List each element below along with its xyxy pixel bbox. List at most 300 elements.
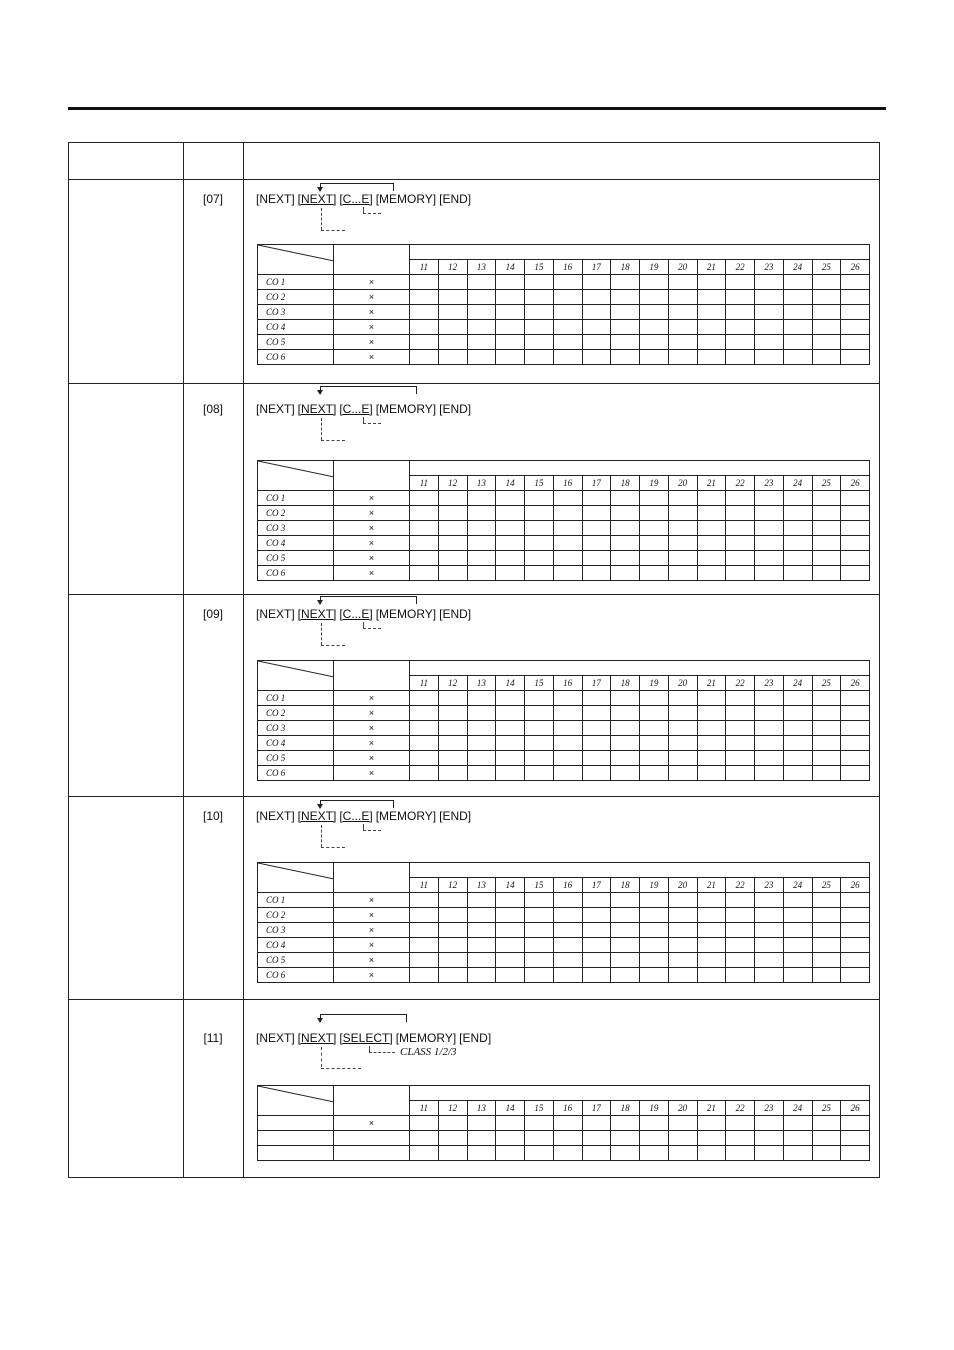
grid-cell — [640, 566, 669, 581]
grid-cell — [496, 893, 525, 908]
mark-cell: × — [334, 335, 410, 350]
grid-cell — [726, 305, 755, 320]
row-label — [258, 1131, 334, 1146]
grid-cell — [755, 491, 784, 506]
grid-cell — [467, 536, 496, 551]
grid-cell — [841, 491, 870, 506]
column-number: 25 — [812, 476, 841, 491]
grid-cell — [496, 350, 525, 365]
grid-cell — [438, 536, 467, 551]
column-number: 14 — [496, 676, 525, 691]
grid-cell — [783, 521, 812, 536]
grid-cell — [697, 566, 726, 581]
grid-cell — [726, 751, 755, 766]
dashed-leader — [321, 645, 345, 646]
loop-bracket — [320, 183, 394, 191]
grid-cell — [755, 968, 784, 983]
grid-cell — [783, 335, 812, 350]
grid-cell — [812, 893, 841, 908]
grid-cell — [726, 691, 755, 706]
header-cell — [334, 863, 410, 893]
dashed-leader — [363, 423, 381, 424]
grid-cell — [812, 521, 841, 536]
mark-cell: × — [334, 521, 410, 536]
arrow-icon — [317, 1018, 323, 1023]
grid-cell — [783, 1131, 812, 1146]
grid-cell — [640, 536, 669, 551]
grid-cell — [553, 335, 582, 350]
grid-cell — [410, 721, 439, 736]
grid-cell — [755, 506, 784, 521]
setting-table — [257, 460, 870, 581]
grid-cell — [812, 320, 841, 335]
mark-cell: × — [334, 893, 410, 908]
grid-cell — [841, 736, 870, 751]
section-code: [10] — [202, 809, 223, 823]
column-number: 11 — [410, 676, 439, 691]
row-label: CO 2 — [258, 706, 334, 721]
column-number: 15 — [525, 260, 554, 275]
grid-cell — [496, 721, 525, 736]
loop-bracket — [320, 386, 417, 394]
mark-cell: × — [334, 1116, 410, 1131]
column-divider — [243, 143, 244, 1177]
grid-cell — [841, 335, 870, 350]
section-divider — [69, 999, 879, 1000]
table-row — [258, 491, 870, 506]
grid-cell — [438, 1146, 467, 1161]
grid-cell — [467, 551, 496, 566]
grid-cell — [553, 751, 582, 766]
grid-cell — [640, 938, 669, 953]
section-divider — [69, 383, 879, 384]
grid-cell — [668, 521, 697, 536]
grid-cell — [726, 721, 755, 736]
grid-cell — [525, 751, 554, 766]
grid-cell — [467, 766, 496, 781]
grid-cell — [582, 908, 611, 923]
diagonal-header-cell — [258, 863, 334, 893]
grid-cell — [410, 751, 439, 766]
grid-cell — [783, 290, 812, 305]
grid-cell — [783, 536, 812, 551]
header-cell — [410, 245, 870, 260]
column-number: 17 — [582, 260, 611, 275]
grid-cell — [611, 938, 640, 953]
grid-cell — [553, 908, 582, 923]
grid-cell — [611, 736, 640, 751]
grid-cell — [697, 766, 726, 781]
grid-cell — [841, 290, 870, 305]
grid-cell — [467, 938, 496, 953]
table-header-row — [258, 661, 870, 676]
column-number: 16 — [553, 476, 582, 491]
grid-cell — [582, 491, 611, 506]
key-label: [NEXT] — [297, 192, 337, 206]
mark-cell: × — [334, 736, 410, 751]
table-header-row — [258, 245, 870, 260]
grid-cell — [611, 1116, 640, 1131]
grid-cell — [668, 335, 697, 350]
grid-cell — [668, 320, 697, 335]
grid-cell — [640, 320, 669, 335]
mark-cell: × — [334, 350, 410, 365]
grid-cell — [755, 1146, 784, 1161]
key-label: [MEMORY] — [375, 607, 437, 621]
grid-cell — [410, 320, 439, 335]
column-number: 23 — [755, 260, 784, 275]
grid-cell — [697, 751, 726, 766]
header-cell — [334, 661, 410, 691]
column-number: 13 — [467, 476, 496, 491]
grid-cell — [697, 1146, 726, 1161]
column-number: 13 — [467, 878, 496, 893]
grid-cell — [496, 923, 525, 938]
column-number: 25 — [812, 878, 841, 893]
grid-cell — [611, 275, 640, 290]
class-note: CLASS 1/2/3 — [400, 1046, 457, 1058]
grid-cell — [438, 290, 467, 305]
column-number: 22 — [726, 676, 755, 691]
grid-cell — [525, 968, 554, 983]
grid-cell — [438, 275, 467, 290]
grid-cell — [726, 275, 755, 290]
dashed-leader — [321, 825, 322, 847]
column-number: 17 — [582, 878, 611, 893]
grid-cell — [841, 566, 870, 581]
table-row — [258, 521, 870, 536]
grid-cell — [582, 506, 611, 521]
grid-cell — [525, 908, 554, 923]
grid-cell — [410, 923, 439, 938]
grid-cell — [668, 506, 697, 521]
grid-cell — [783, 736, 812, 751]
grid-cell — [467, 1146, 496, 1161]
grid-cell — [611, 1131, 640, 1146]
grid-cell — [438, 320, 467, 335]
table-row — [258, 275, 870, 290]
column-number: 16 — [553, 676, 582, 691]
section-code: [07] — [202, 192, 223, 206]
grid-cell — [496, 335, 525, 350]
setting-table — [257, 660, 870, 781]
grid-cell — [726, 320, 755, 335]
grid-cell — [582, 335, 611, 350]
grid-cell — [668, 751, 697, 766]
grid-cell — [582, 953, 611, 968]
row-label: CO 3 — [258, 923, 334, 938]
grid-cell — [783, 566, 812, 581]
mark-cell: × — [334, 491, 410, 506]
grid-cell — [410, 1146, 439, 1161]
grid-cell — [496, 968, 525, 983]
setting-table — [257, 244, 870, 365]
grid-cell — [726, 551, 755, 566]
column-number: 24 — [783, 878, 812, 893]
column-number: 24 — [783, 676, 812, 691]
row-label: CO 4 — [258, 320, 334, 335]
grid-cell — [438, 521, 467, 536]
table-row — [258, 766, 870, 781]
grid-cell — [726, 491, 755, 506]
grid-cell — [668, 1131, 697, 1146]
grid-cell — [726, 290, 755, 305]
grid-cell — [553, 305, 582, 320]
grid-cell — [812, 751, 841, 766]
column-number: 22 — [726, 476, 755, 491]
grid-cell — [410, 908, 439, 923]
column-number: 18 — [611, 1101, 640, 1116]
grid-cell — [726, 893, 755, 908]
key-label: [SELECT] — [339, 1031, 393, 1045]
grid-cell — [726, 335, 755, 350]
grid-cell — [467, 923, 496, 938]
grid-cell — [582, 938, 611, 953]
table-row — [258, 305, 870, 320]
column-number: 19 — [640, 476, 669, 491]
grid-cell — [467, 335, 496, 350]
grid-cell — [438, 506, 467, 521]
column-number: 18 — [611, 476, 640, 491]
grid-cell — [783, 1116, 812, 1131]
mark-cell: × — [334, 536, 410, 551]
grid-cell — [697, 506, 726, 521]
column-number: 15 — [525, 476, 554, 491]
row-label: CO 3 — [258, 521, 334, 536]
grid-cell — [640, 506, 669, 521]
key-sequence — [256, 607, 474, 621]
column-number: 18 — [611, 878, 640, 893]
grid-cell — [611, 506, 640, 521]
dashed-leader — [321, 208, 322, 230]
dashed-leader — [369, 1052, 395, 1053]
grid-cell — [755, 736, 784, 751]
grid-cell — [525, 305, 554, 320]
grid-cell — [611, 1146, 640, 1161]
grid-cell — [410, 953, 439, 968]
key-label: [NEXT] — [256, 192, 295, 206]
grid-cell — [438, 1131, 467, 1146]
grid-cell — [668, 536, 697, 551]
grid-cell — [726, 706, 755, 721]
grid-cell — [726, 1116, 755, 1131]
grid-cell — [525, 521, 554, 536]
row-label: CO 6 — [258, 350, 334, 365]
dashed-leader — [321, 1047, 322, 1067]
grid-cell — [553, 766, 582, 781]
grid-cell — [410, 938, 439, 953]
mark-cell: × — [334, 691, 410, 706]
grid-cell — [496, 1116, 525, 1131]
grid-cell — [841, 706, 870, 721]
grid-cell — [467, 320, 496, 335]
grid-cell — [496, 1131, 525, 1146]
grid-cell — [553, 893, 582, 908]
grid-cell — [668, 1146, 697, 1161]
grid-cell — [640, 521, 669, 536]
grid-cell — [611, 968, 640, 983]
key-sequence — [256, 1031, 494, 1045]
key-label: [C...E] — [339, 192, 373, 206]
grid-cell — [812, 1116, 841, 1131]
grid-cell — [668, 275, 697, 290]
grid-cell — [553, 521, 582, 536]
grid-cell — [611, 521, 640, 536]
grid-cell — [841, 350, 870, 365]
grid-cell — [438, 908, 467, 923]
grid-cell — [783, 908, 812, 923]
grid-cell — [525, 893, 554, 908]
row-label: CO 4 — [258, 536, 334, 551]
grid-cell — [611, 706, 640, 721]
grid-cell — [697, 491, 726, 506]
grid-cell — [668, 968, 697, 983]
table-row — [258, 536, 870, 551]
row-label: CO 4 — [258, 736, 334, 751]
grid-cell — [611, 551, 640, 566]
grid-cell — [697, 1116, 726, 1131]
mark-cell: × — [334, 706, 410, 721]
grid-cell — [697, 953, 726, 968]
grid-cell — [812, 536, 841, 551]
column-number: 11 — [410, 1101, 439, 1116]
dashed-leader — [321, 623, 322, 645]
grid-cell — [410, 566, 439, 581]
grid-cell — [611, 566, 640, 581]
grid-cell — [582, 1131, 611, 1146]
grid-cell — [640, 706, 669, 721]
grid-cell — [812, 1131, 841, 1146]
grid-cell — [726, 736, 755, 751]
grid-cell — [582, 551, 611, 566]
mark-cell: × — [334, 566, 410, 581]
grid-cell — [726, 536, 755, 551]
key-label: [END] — [439, 809, 472, 823]
grid-cell — [553, 923, 582, 938]
column-number: 11 — [410, 878, 439, 893]
grid-cell — [812, 551, 841, 566]
grid-cell — [496, 566, 525, 581]
grid-cell — [726, 968, 755, 983]
key-sequence — [256, 192, 474, 206]
grid-cell — [582, 521, 611, 536]
grid-cell — [467, 1131, 496, 1146]
grid-cell — [668, 566, 697, 581]
grid-cell — [496, 706, 525, 721]
key-label: [C...E] — [339, 607, 373, 621]
grid-cell — [812, 305, 841, 320]
grid-cell — [438, 736, 467, 751]
grid-cell — [640, 923, 669, 938]
diagonal-header-cell — [258, 661, 334, 691]
column-number: 21 — [697, 1101, 726, 1116]
grid-cell — [668, 923, 697, 938]
column-number: 16 — [553, 878, 582, 893]
grid-cell — [410, 491, 439, 506]
mark-cell: × — [334, 766, 410, 781]
grid-cell — [410, 551, 439, 566]
row-label: CO 6 — [258, 968, 334, 983]
grid-cell — [496, 536, 525, 551]
grid-cell — [783, 506, 812, 521]
header-divider — [69, 179, 879, 180]
grid-cell — [841, 521, 870, 536]
grid-cell — [438, 968, 467, 983]
column-number: 21 — [697, 476, 726, 491]
grid-cell — [582, 275, 611, 290]
grid-cell — [410, 275, 439, 290]
column-number: 19 — [640, 878, 669, 893]
grid-cell — [812, 350, 841, 365]
dashed-leader — [321, 847, 345, 848]
grid-cell — [410, 893, 439, 908]
dashed-leader — [321, 1068, 361, 1069]
grid-cell — [438, 721, 467, 736]
grid-cell — [410, 736, 439, 751]
grid-cell — [496, 275, 525, 290]
grid-cell — [697, 320, 726, 335]
column-number: 20 — [668, 476, 697, 491]
loop-bracket — [320, 800, 394, 808]
column-number: 26 — [841, 676, 870, 691]
grid-cell — [410, 766, 439, 781]
grid-cell — [812, 1146, 841, 1161]
table-row — [258, 320, 870, 335]
grid-cell — [553, 968, 582, 983]
grid-cell — [582, 1146, 611, 1161]
grid-cell — [438, 938, 467, 953]
grid-cell — [640, 766, 669, 781]
grid-cell — [697, 908, 726, 923]
grid-cell — [611, 350, 640, 365]
grid-cell — [496, 305, 525, 320]
grid-cell — [755, 766, 784, 781]
column-number: 14 — [496, 476, 525, 491]
key-label: [MEMORY] — [375, 192, 437, 206]
grid-cell — [640, 335, 669, 350]
grid-cell — [467, 350, 496, 365]
grid-cell — [640, 721, 669, 736]
key-label: [NEXT] — [297, 607, 337, 621]
table-header-row — [258, 863, 870, 878]
diagonal-header-cell — [258, 461, 334, 491]
grid-cell — [812, 275, 841, 290]
loop-bracket — [320, 1014, 407, 1022]
grid-cell — [841, 893, 870, 908]
grid-cell — [410, 350, 439, 365]
grid-cell — [697, 893, 726, 908]
mark-cell — [334, 1131, 410, 1146]
grid-cell — [726, 506, 755, 521]
grid-cell — [553, 320, 582, 335]
table-row — [258, 691, 870, 706]
grid-cell — [726, 1146, 755, 1161]
grid-cell — [525, 736, 554, 751]
grid-cell — [410, 305, 439, 320]
grid-cell — [525, 566, 554, 581]
section-divider — [69, 594, 879, 595]
mark-cell: × — [334, 908, 410, 923]
table-row — [258, 350, 870, 365]
grid-cell — [467, 691, 496, 706]
grid-cell — [668, 1116, 697, 1131]
grid-cell — [582, 691, 611, 706]
grid-cell — [467, 305, 496, 320]
grid-cell — [812, 721, 841, 736]
grid-cell — [697, 335, 726, 350]
grid-cell — [582, 305, 611, 320]
grid-cell — [467, 968, 496, 983]
